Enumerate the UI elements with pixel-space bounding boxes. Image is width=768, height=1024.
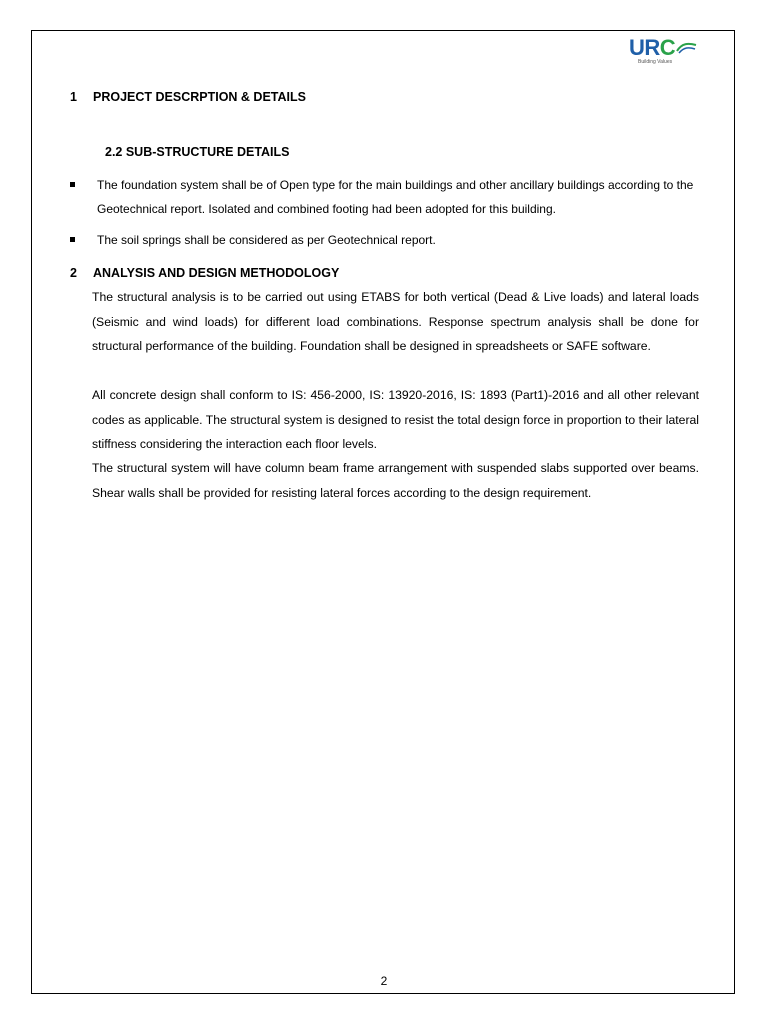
section-1-title: PROJECT DESCRPTION & DETAILS (93, 90, 306, 104)
bullet-text: The foundation system shall be of Open type for the main buildings and other ancillary buildings according to the Geotechnical report. Isolated and combined footing had been adopted for this building. (97, 178, 694, 216)
bullet-text: The soil springs shall be considered as per Geotechnical report. (97, 233, 436, 247)
section-2-2-heading: 2.2 SUB-STRUCTURE DETAILS (105, 145, 290, 159)
methodology-paragraph-2: All concrete design shall conform to IS: 456-2000, IS: 13920-2016, IS: 1893 (Part1)-2016 and all other relevant codes as applicable. The structural system is designed to resist the total design force in proportion to their lateral stiffness considering the interaction each floor levels. (92, 388, 699, 452)
document-page (31, 30, 735, 994)
page-number: 2 (380, 974, 388, 988)
section-1-number: 1 (70, 90, 77, 104)
company-logo (629, 37, 699, 71)
logo-wordmark: URC (629, 35, 676, 60)
logo-tagline: Building Values (638, 59, 673, 65)
bullet-square-icon (70, 237, 75, 242)
section-2-number: 2 (70, 266, 77, 280)
section-2-title: ANALYSIS AND DESIGN METHODOLOGY (93, 266, 340, 280)
methodology-paragraph-3: The structural system will have column beam frame arrangement with suspended slabs supported over beams. Shear walls shall be provided for resisting lateral forces according to the design requirement. (92, 461, 699, 500)
logo-swoosh-icon (676, 41, 698, 55)
bullet-square-icon (70, 182, 75, 187)
methodology-paragraph-1: The structural analysis is to be carried out using ETABS for both vertical (Dead & Live loads) and lateral loads (Seismic and wind loads) for different load combinations. Response spectrum analysis shall be done for structural performance of the building. Foundation shall be designed in spreadsheets or SAFE software. (92, 290, 699, 354)
